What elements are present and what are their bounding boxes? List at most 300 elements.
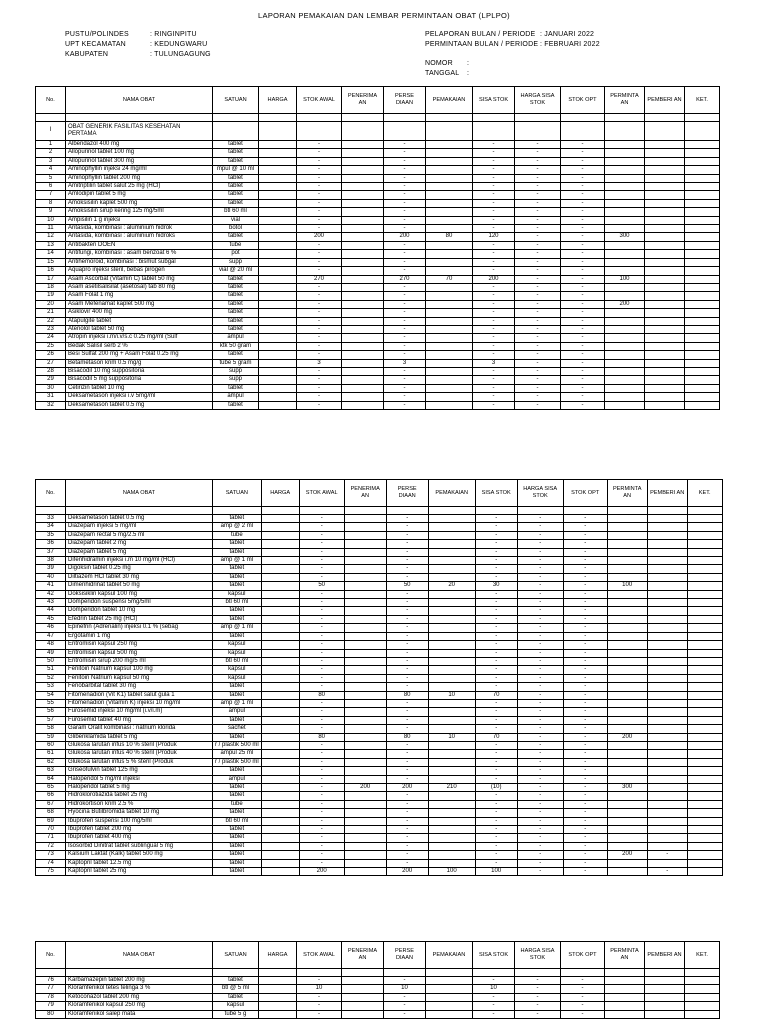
cell-name: Asiklovir 400 mg xyxy=(66,309,213,317)
cell-opt: - xyxy=(563,565,607,573)
empty-cell xyxy=(259,283,297,291)
empty-cell xyxy=(687,758,722,766)
meta-label: KABUPATEN xyxy=(65,51,109,58)
empty-cell xyxy=(685,334,720,342)
cell-terima xyxy=(344,775,386,783)
cell-harga-sisa: - xyxy=(515,359,561,367)
cell-minta xyxy=(605,325,645,333)
cell-unit: r / plastik 500 ml xyxy=(213,758,262,766)
cell-minta xyxy=(607,523,647,531)
cell-sedia: - xyxy=(384,309,426,317)
cell-sedia: - xyxy=(386,641,428,649)
cell-pakai: 10 xyxy=(428,691,475,699)
empty-cell xyxy=(687,800,722,808)
column-header: PERMINTA AN xyxy=(605,942,645,969)
cell-pakai xyxy=(426,1010,473,1018)
empty-cell xyxy=(261,809,299,817)
cell-opt: - xyxy=(561,359,605,367)
cell-beri xyxy=(647,826,687,834)
table-row xyxy=(36,258,720,266)
cell-harga-sisa: - xyxy=(515,241,561,249)
cell-unit: sachet xyxy=(213,725,262,733)
cell-harga-sisa: - xyxy=(515,250,561,258)
cell-unit: ktk 50 gram xyxy=(213,342,259,350)
cell-beri xyxy=(647,725,687,733)
cell-sedia: - xyxy=(384,376,426,384)
cell-sedia: - xyxy=(386,817,428,825)
group-name: OBAT GENERIK FASILITAS KESEHATAN PERTAMA xyxy=(66,122,213,141)
table-row xyxy=(36,191,720,199)
table-row xyxy=(36,523,723,531)
cell-no: 69 xyxy=(36,817,66,825)
spacer-row xyxy=(36,969,720,977)
cell-no: 80 xyxy=(36,1010,66,1018)
cell-unit: tablet xyxy=(213,548,262,556)
cell-name: Fitomenadion (Vitamin K) injeksi 10 mg/ml xyxy=(66,699,213,707)
cell-opt: - xyxy=(563,859,607,867)
cell-pakai xyxy=(426,985,473,993)
cell-name: Karbamazepin tablet 200 mg xyxy=(66,977,213,985)
cell-sedia: - xyxy=(384,977,426,985)
empty-cell xyxy=(426,122,473,141)
cell-name: Asam Mefenamat kaplet 500 mg xyxy=(66,300,213,308)
empty-cell xyxy=(685,241,720,249)
cell-harga-sisa: - xyxy=(517,657,563,665)
cell-terima xyxy=(342,250,384,258)
empty-cell xyxy=(687,540,722,548)
cell-opt: - xyxy=(563,599,607,607)
cell-unit: tablet xyxy=(213,351,259,359)
cell-unit: tablet xyxy=(213,149,259,157)
cell-opt: - xyxy=(563,691,607,699)
cell-sedia: - xyxy=(386,842,428,850)
cell-terima xyxy=(342,149,384,157)
cell-harga-sisa: - xyxy=(515,283,561,291)
cell-pakai xyxy=(428,649,475,657)
cell-harga-sisa: - xyxy=(517,691,563,699)
empty-cell xyxy=(687,548,722,556)
cell-pakai: 100 xyxy=(428,868,475,876)
cell-stok: - xyxy=(297,208,342,216)
cell-no: 58 xyxy=(36,725,66,733)
column-header: PENERIMA AN xyxy=(344,480,386,507)
empty-cell xyxy=(213,507,262,515)
cell-opt: - xyxy=(561,157,605,165)
cell-sedia: - xyxy=(386,649,428,657)
cell-terima xyxy=(342,208,384,216)
column-header: KET. xyxy=(685,87,720,114)
cell-harga-sisa: - xyxy=(517,548,563,556)
meta-value: : xyxy=(467,60,472,67)
cell-name: Diltiazem HCl tablet 30 mg xyxy=(66,573,213,581)
column-header: PEMBERI AN xyxy=(647,480,687,507)
cell-terima xyxy=(342,317,384,325)
cell-opt: - xyxy=(563,792,607,800)
cell-unit: tablet xyxy=(213,632,262,640)
empty-cell xyxy=(261,666,299,674)
cell-terima xyxy=(342,267,384,275)
cell-minta: 300 xyxy=(605,233,645,241)
cell-sisa: - xyxy=(473,191,515,199)
empty-cell xyxy=(261,741,299,749)
cell-terima xyxy=(342,1002,384,1010)
cell-no: 19 xyxy=(36,292,66,300)
cell-name: Glukosa larutan infus 40 % steril (Produk xyxy=(66,750,213,758)
cell-pakai xyxy=(426,216,473,224)
empty-cell xyxy=(685,183,720,191)
cell-sedia: - xyxy=(386,851,428,859)
table-row xyxy=(36,868,723,876)
cell-opt: - xyxy=(561,977,605,985)
empty-cell xyxy=(259,993,297,1001)
column-header: KET. xyxy=(685,942,720,969)
cell-harga-sisa: - xyxy=(515,141,561,149)
cell-stok: - xyxy=(299,540,344,548)
cell-sisa: - xyxy=(473,351,515,359)
cell-stok: - xyxy=(297,141,342,149)
cell-opt: - xyxy=(563,674,607,682)
empty-cell xyxy=(687,792,722,800)
cell-name: Allopurinol tablet 100 mg xyxy=(66,149,213,157)
cell-no: 40 xyxy=(36,573,66,581)
cell-stok: - xyxy=(297,376,342,384)
cell-terima xyxy=(344,800,386,808)
cell-harga-sisa: - xyxy=(515,977,561,985)
cell-name: Hidroklorotiazida tablet 25 mg xyxy=(66,792,213,800)
cell-name: Griseofulvin tablet 125 mg xyxy=(66,767,213,775)
cell-name: Aminophyllin tablet 200 mg xyxy=(66,174,213,182)
cell-pakai xyxy=(426,157,473,165)
cell-sisa: - xyxy=(475,699,517,707)
cell-name: Deksametason tablet 0.5 mg xyxy=(66,401,213,409)
cell-terima xyxy=(344,842,386,850)
cell-beri xyxy=(647,615,687,623)
cell-beri xyxy=(645,985,685,993)
empty-cell xyxy=(259,334,297,342)
cell-stok: - xyxy=(299,599,344,607)
cell-beri xyxy=(647,784,687,792)
column-header: NAMA OBAT xyxy=(66,480,213,507)
cell-no: 61 xyxy=(36,750,66,758)
cell-no: 49 xyxy=(36,649,66,657)
cell-no: 22 xyxy=(36,317,66,325)
cell-pakai xyxy=(426,183,473,191)
cell-sisa: - xyxy=(475,624,517,632)
cell-sedia: - xyxy=(384,149,426,157)
cell-no: 51 xyxy=(36,666,66,674)
table-row xyxy=(36,733,723,741)
cell-terima xyxy=(344,624,386,632)
cell-minta xyxy=(607,826,647,834)
cell-opt: - xyxy=(563,708,607,716)
cell-beri xyxy=(647,657,687,665)
drug-table xyxy=(35,479,723,876)
cell-opt: - xyxy=(561,342,605,350)
cell-harga-sisa: - xyxy=(515,309,561,317)
cell-pakai xyxy=(426,393,473,401)
cell-opt: - xyxy=(561,267,605,275)
cell-sedia: - xyxy=(384,401,426,409)
cell-pakai: 210 xyxy=(428,784,475,792)
cell-stok: - xyxy=(297,1010,342,1018)
cell-stok: - xyxy=(297,1002,342,1010)
cell-terima xyxy=(342,258,384,266)
empty-cell xyxy=(473,114,515,122)
table-row xyxy=(36,699,723,707)
cell-unit: ampul xyxy=(213,708,262,716)
empty-cell xyxy=(563,507,607,515)
cell-sisa: - xyxy=(475,767,517,775)
empty-cell xyxy=(687,582,722,590)
cell-opt: - xyxy=(561,225,605,233)
cell-stok: - xyxy=(299,641,344,649)
empty-cell xyxy=(685,325,720,333)
table-row xyxy=(36,615,723,623)
cell-pakai xyxy=(428,641,475,649)
cell-unit: pot xyxy=(213,250,259,258)
cell-opt: - xyxy=(561,216,605,224)
cell-harga-sisa: - xyxy=(515,208,561,216)
cell-sedia: - xyxy=(386,607,428,615)
cell-stok: 50 xyxy=(299,582,344,590)
cell-terima xyxy=(342,384,384,392)
empty-cell xyxy=(261,750,299,758)
cell-pakai xyxy=(426,317,473,325)
cell-sedia: - xyxy=(386,741,428,749)
cell-opt: - xyxy=(561,199,605,207)
cell-unit: tablet xyxy=(213,300,259,308)
empty-cell xyxy=(687,733,722,741)
cell-sisa: - xyxy=(475,523,517,531)
cell-beri xyxy=(647,817,687,825)
table-row xyxy=(36,666,723,674)
table-sheet-2 xyxy=(35,479,723,876)
cell-terima xyxy=(342,985,384,993)
cell-sisa: - xyxy=(475,683,517,691)
column-header: No. xyxy=(36,942,66,969)
empty-cell xyxy=(261,599,299,607)
cell-terima xyxy=(344,573,386,581)
cell-opt: - xyxy=(563,683,607,691)
cell-beri xyxy=(645,401,685,409)
cell-minta xyxy=(607,809,647,817)
cell-sedia: - xyxy=(384,216,426,224)
cell-terima xyxy=(344,531,386,539)
table-row xyxy=(36,1002,720,1010)
cell-no: 48 xyxy=(36,641,66,649)
cell-minta xyxy=(607,632,647,640)
cell-no: 78 xyxy=(36,993,66,1001)
cell-stok: - xyxy=(297,292,342,300)
empty-cell xyxy=(473,122,515,141)
cell-sisa: - xyxy=(475,851,517,859)
table-row xyxy=(36,241,720,249)
cell-sedia: - xyxy=(386,632,428,640)
cell-unit: tablet xyxy=(213,868,262,876)
cell-no: 9 xyxy=(36,208,66,216)
table-row xyxy=(36,342,720,350)
table-row xyxy=(36,401,720,409)
cell-sedia: 10 xyxy=(384,985,426,993)
cell-stok: - xyxy=(297,300,342,308)
cell-beri xyxy=(647,708,687,716)
table-row xyxy=(36,624,723,632)
table-row xyxy=(36,565,723,573)
empty-cell xyxy=(687,817,722,825)
cell-beri xyxy=(647,758,687,766)
drug-table xyxy=(35,941,720,1019)
cell-opt: - xyxy=(563,834,607,842)
empty-cell xyxy=(685,166,720,174)
cell-opt: - xyxy=(563,758,607,766)
table-row xyxy=(36,267,720,275)
cell-terima xyxy=(342,225,384,233)
cell-minta xyxy=(607,657,647,665)
cell-pakai xyxy=(428,523,475,531)
cell-terima xyxy=(342,993,384,1001)
cell-no: 64 xyxy=(36,775,66,783)
cell-name: Antihemoroid, kombinasi : bismut subgal xyxy=(66,258,213,266)
empty-cell xyxy=(261,733,299,741)
table-row xyxy=(36,216,720,224)
column-header: KET. xyxy=(687,480,722,507)
table-row xyxy=(36,359,720,367)
cell-sisa: 70 xyxy=(475,733,517,741)
cell-sisa: - xyxy=(475,826,517,834)
cell-name: Furosemid tablet 40 mg xyxy=(66,716,213,724)
cell-harga-sisa: - xyxy=(515,199,561,207)
cell-terima xyxy=(342,216,384,224)
empty-cell xyxy=(685,342,720,350)
meta-line xyxy=(425,69,471,79)
cell-name: Dimenhidrinat tablet 50 mg xyxy=(66,582,213,590)
cell-name: Antifungi, kombinasi : asam benzoat 6 % xyxy=(66,250,213,258)
cell-name: Haloperidol 5 mg/ml injeksi xyxy=(66,775,213,783)
cell-sedia: - xyxy=(384,191,426,199)
table-row xyxy=(36,767,723,775)
cell-name: Fenitoin Natrium kapsul 50 mg xyxy=(66,674,213,682)
cell-unit: tube 5 g xyxy=(213,1010,259,1018)
cell-beri xyxy=(647,573,687,581)
column-header: PEMBERI AN xyxy=(645,87,685,114)
cell-beri xyxy=(645,149,685,157)
cell-unit: kapsul xyxy=(213,641,262,649)
table-row xyxy=(36,809,723,817)
cell-minta xyxy=(607,800,647,808)
cell-sedia: - xyxy=(384,325,426,333)
empty-cell xyxy=(261,657,299,665)
cell-sisa: - xyxy=(473,977,515,985)
cell-sisa: - xyxy=(475,666,517,674)
empty-cell xyxy=(687,809,722,817)
cell-sisa: - xyxy=(475,590,517,598)
cell-no: 20 xyxy=(36,300,66,308)
cell-terima xyxy=(344,699,386,707)
cell-sedia: - xyxy=(384,334,426,342)
empty-cell xyxy=(561,969,605,977)
cell-terima xyxy=(344,649,386,657)
table-row xyxy=(36,590,723,598)
cell-no: 74 xyxy=(36,859,66,867)
empty-cell xyxy=(687,851,722,859)
cell-pakai xyxy=(428,725,475,733)
cell-stok: - xyxy=(297,258,342,266)
empty-cell xyxy=(36,969,66,977)
cell-stok: - xyxy=(299,834,344,842)
cell-sedia: - xyxy=(386,615,428,623)
meta-nomor xyxy=(425,59,471,79)
cell-harga-sisa: - xyxy=(515,233,561,241)
column-header: PENERIMA AN xyxy=(342,87,384,114)
cell-unit: tablet xyxy=(213,826,262,834)
table-row xyxy=(36,309,720,317)
column-header: PEMAKAIAN xyxy=(426,942,473,969)
cell-minta xyxy=(607,607,647,615)
cell-minta xyxy=(607,599,647,607)
cell-no: 79 xyxy=(36,1002,66,1010)
empty-cell xyxy=(687,557,722,565)
cell-terima xyxy=(342,141,384,149)
cell-beri xyxy=(645,384,685,392)
cell-name: Cetirizin tablet 10 mg xyxy=(66,384,213,392)
empty-cell xyxy=(261,767,299,775)
empty-cell xyxy=(685,1002,720,1010)
empty-cell xyxy=(607,507,647,515)
table-row xyxy=(36,750,723,758)
cell-opt: - xyxy=(561,993,605,1001)
table-row xyxy=(36,725,723,733)
cell-beri xyxy=(647,523,687,531)
empty-cell xyxy=(687,624,722,632)
cell-harga-sisa: - xyxy=(517,515,563,523)
cell-sisa: - xyxy=(473,401,515,409)
cell-terima xyxy=(342,157,384,165)
cell-sedia: - xyxy=(386,674,428,682)
cell-terima xyxy=(344,809,386,817)
cell-beri xyxy=(645,166,685,174)
table-row xyxy=(36,141,720,149)
cell-opt: - xyxy=(561,250,605,258)
cell-opt: - xyxy=(561,376,605,384)
cell-sisa: - xyxy=(475,741,517,749)
cell-opt: - xyxy=(561,393,605,401)
cell-pakai xyxy=(426,325,473,333)
cell-stok: - xyxy=(297,309,342,317)
header-row xyxy=(36,87,720,114)
cell-sedia: 270 xyxy=(384,275,426,283)
table-row xyxy=(36,292,720,300)
cell-stok: 10 xyxy=(297,985,342,993)
cell-sisa: - xyxy=(473,149,515,157)
empty-cell xyxy=(685,384,720,392)
cell-pakai xyxy=(428,842,475,850)
empty-cell xyxy=(261,641,299,649)
cell-sisa: (10) xyxy=(475,784,517,792)
cell-no: 13 xyxy=(36,241,66,249)
cell-harga-sisa: - xyxy=(517,590,563,598)
cell-sisa: - xyxy=(475,531,517,539)
empty-cell xyxy=(561,122,605,141)
cell-sisa: - xyxy=(473,325,515,333)
cell-name: Glukosa larutan infus 5 % steril (Produk xyxy=(66,758,213,766)
cell-no: 11 xyxy=(36,225,66,233)
cell-name: Atenolol tablet 50 mg xyxy=(66,325,213,333)
cell-name: Diazepam rectal 5 mg/2.5 ml xyxy=(66,531,213,539)
cell-opt: - xyxy=(563,767,607,775)
cell-no: 28 xyxy=(36,367,66,375)
empty-cell xyxy=(259,351,297,359)
cell-terima xyxy=(342,334,384,342)
